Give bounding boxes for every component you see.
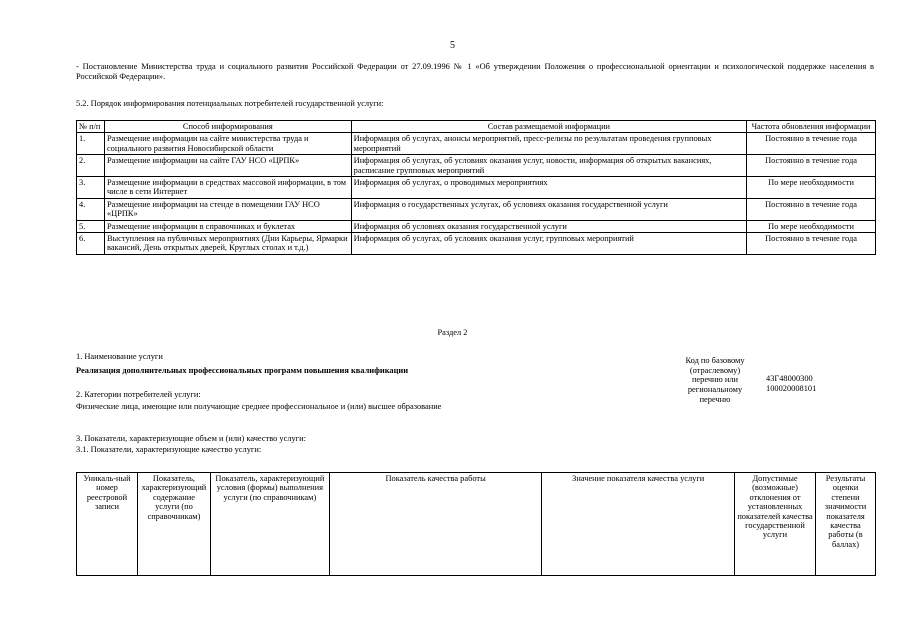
code-value xyxy=(766,374,816,393)
table-row xyxy=(77,233,876,255)
code-value-line1: 43Г48000300 xyxy=(766,374,813,383)
row-frequency: Постоянно в течение года xyxy=(747,198,876,220)
row-method: Размещение информации на сайте ГАУ НСО «ЦРПК» xyxy=(104,155,351,177)
table-row xyxy=(77,155,876,177)
row-frequency: Постоянно в течение года xyxy=(747,155,876,177)
page-number: 5 xyxy=(450,40,455,51)
q-col-deviation: Допустимые (возможные) отклонения от установленных показателей качества государственной услуги xyxy=(735,473,816,576)
indicators-title: 3. Показатели, характеризующие объем и (или) качество услуги: xyxy=(76,434,306,443)
info-col-content: Состав размещаемой информации xyxy=(351,121,746,133)
row-num: 1. xyxy=(77,133,105,155)
row-method: Размещение информации на стенде в помещении ГАУ НСО «ЦРПК» xyxy=(104,198,351,220)
category-label: 2. Категории потребителей услуги: xyxy=(76,390,201,399)
row-content: Информация о государственных услугах, об условиях оказания государственной услуги xyxy=(351,198,746,220)
row-frequency: По мере необходимости xyxy=(747,220,876,232)
service-name-label: 1. Наименование услуги xyxy=(76,352,163,361)
info-table-header xyxy=(77,121,876,133)
code-label: Код по базовому (отраслевому) перечню или региональному перечню xyxy=(685,356,745,404)
info-col-method: Способ информирования xyxy=(104,121,351,133)
row-frequency: По мере необходимости xyxy=(747,177,876,199)
quality-title: 3.1. Показатели, характеризующие качество услуги: xyxy=(76,445,262,454)
category-value: Физические лица, имеющие или получающие среднее профессиональное и (или) высшее образование xyxy=(76,402,442,411)
row-content: Информация об услугах, об условиях оказания услуг, новости, информация об открытых вакансиях, расписание групповых мероприятий xyxy=(351,155,746,177)
row-method: Выступления на публичных мероприятиях (Дни Карьеры, Ярмарки вакансий, День открытых дверей, Круглых столах и т.д.) xyxy=(104,233,351,255)
row-method: Размещение информации в средствах массовой информации, в том числе в сети Интернет xyxy=(104,177,351,199)
service-name: Реализация дополнительных профессиональных программ повышения квалификации xyxy=(76,366,409,375)
section-heading: Раздел 2 xyxy=(437,328,468,337)
row-content: Информация об услугах, о проводимых мероприятиях xyxy=(351,177,746,199)
row-num: 4. xyxy=(77,198,105,220)
table-row xyxy=(77,133,876,155)
q-col-quality-indicator: Показатель качества работы xyxy=(329,473,542,576)
info-col-num: № п/п xyxy=(77,121,105,133)
row-content: Информация об услугах, об условиях оказания услуг, групповых мероприятий xyxy=(351,233,746,255)
table-row xyxy=(77,198,876,220)
code-value-line2: 100020008101 xyxy=(766,383,817,393)
row-num: 6. xyxy=(77,233,105,255)
table-row xyxy=(77,220,876,232)
q-col-content: Показатель, характеризующий содержание услуги (по справочникам) xyxy=(137,473,210,576)
intro-paragraph: - Постановление Министерства труда и социального развития Российской Федерации от 27.09.1996 № 1 «Об утверждении Положения о профессиональной ориентации и психологической поддержке населения в Российской Федерации». xyxy=(76,62,874,81)
row-frequency: Постоянно в течение года xyxy=(747,133,876,155)
q-col-conditions: Показатель, характеризующий условия (формы) выполнения услуги (по справочникам) xyxy=(210,473,329,576)
info-col-frequency: Частота обновления информации xyxy=(747,121,876,133)
row-num: 2. xyxy=(77,155,105,177)
row-frequency: Постоянно в течение года xyxy=(747,233,876,255)
row-num: 5. xyxy=(77,220,105,232)
row-content: Информация об услугах, анонсы мероприятий, пресс-релизы по результатам проведения групповых мероприятий xyxy=(351,133,746,155)
q-col-quality-value: Значение показателя качества услуги xyxy=(542,473,735,576)
row-method: Размещение информации в справочниках и буклетах xyxy=(104,220,351,232)
q-col-assessment: Результаты оценки степени значимости показателя качества работы (в баллах) xyxy=(815,473,875,576)
q-col-registry: Уникаль-ный номер реестровой записи xyxy=(77,473,138,576)
info-table xyxy=(76,120,876,255)
row-num: 3. xyxy=(77,177,105,199)
row-method: Размещение информации на сайте министерства труда и социального развития Новосибирской области xyxy=(104,133,351,155)
table-row xyxy=(77,177,876,199)
quality-table-header xyxy=(77,473,876,576)
section-5-2-title: 5.2. Порядок информирования потенциальных потребителей государственной услуги: xyxy=(76,99,384,108)
quality-table xyxy=(76,472,876,576)
row-content: Информация об условиях оказания государственной услуги xyxy=(351,220,746,232)
